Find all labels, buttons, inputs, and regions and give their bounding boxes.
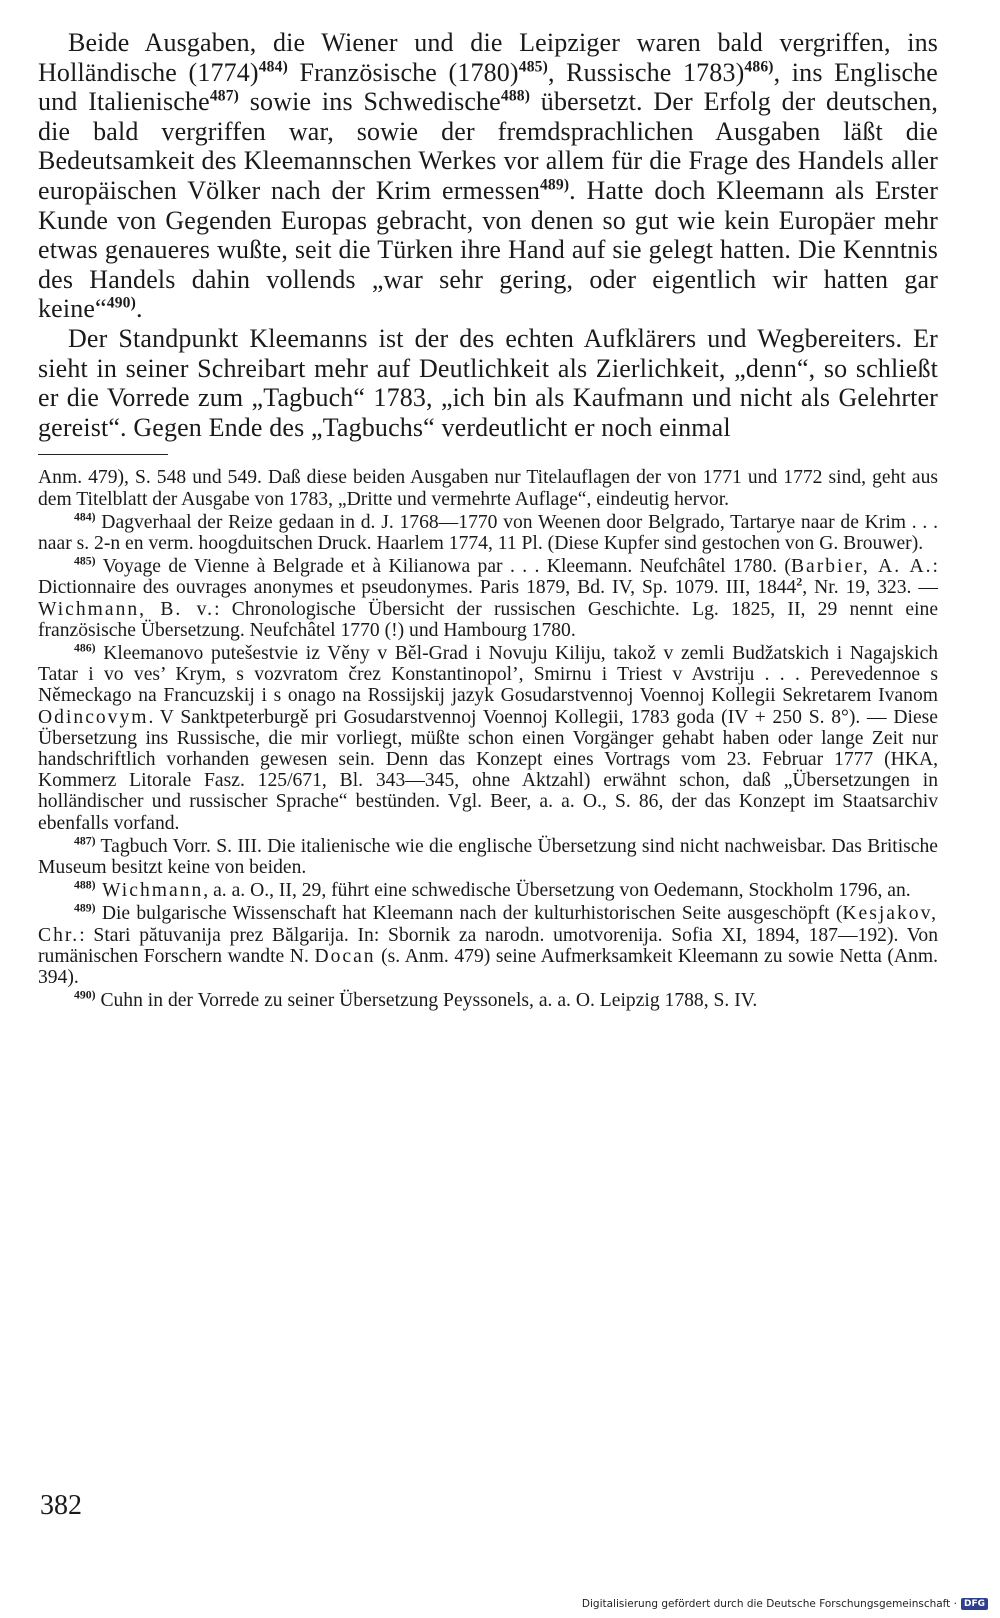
superscript: 2 [796,575,803,589]
author-name: Odincovym [38,706,149,728]
main-text [38,28,938,442]
text-run: , ins Englische und Italienische [38,57,938,117]
footnote-mark: 490) [74,988,96,1002]
footnote-486 [38,643,938,834]
digitization-credit [582,1598,988,1610]
author-name: Wichmann [95,880,204,902]
footnote-489 [38,903,938,988]
author-name: Kesjakov, Chr. [38,903,938,946]
footnote-text: : Dictionnaire des ouvrages anonymes et pseudonymes. Paris 1879, Bd. IV, Sp. 1079. III, 1844 [38,556,938,599]
footnote-ref[interactable]: 484) [258,57,288,75]
text-run: Beide Ausgaben, die Wiener und die Leipziger waren bald vergriffen, ins Holländische (1774) [38,28,938,87]
footnote-text: Dagverhaal der Reize gedaan in d. J. 1768—1770 von Weenen door Belgrado, Tartarye naar de Krim . . . naar s. 2-n en verm. hoogduitschen Druck. Haarlem 1774, 11 Pl. (Diese Kupfer sind gestochen von G. Brouwer). [38,511,938,554]
footnote-text: . V Sanktpeterburgě pri Gosudarstvennoj Voennoj Kollegii, 1783 goda (IV + 250 S. 8°). — Diese Übersetzung ins Russische, die mir vorliegt, müßte schon einen Vorgänger gehabt haben oder lange Zeit nur handschriftlich vorhanden gewesen sein. Denn das Konzept eines Vortrags vom 23. Februar 1777 (HKA, Kommerz Litorale Fasz. 125/671, Bl. 343—345, ohne Aktzahl) erwähnt schon, daß „Übersetzungen in holländischer und russischer Sprache“ bestünden. Vgl. Beer, a. a. O., S. 86, der das Konzept im Staatsarchiv ebenfalls vorfand. [38,706,938,834]
footnote-text: Kleemanovo putešestvie iz Věny v Běl-Grad i Novuju Kiliju, takož v zemli Budžatskich i Nagajskich Tatar i vo ves’ Krym, s vozvratom črez Konstantinopol’, Smirnu i Triest v Avstriju . . . Perevedennoe s Německago na Francuzskij i s onago na Rossijskij jazyk Gosudarstvennoj Voennoj Kollegii Sekretarem Ivanom [38,642,938,707]
footnote-ref[interactable]: 487) [209,87,240,105]
text-run: übersetzt. Der Erfolg der deutschen, die bald vergriffen war, sowie der fremdsprachlichen Ausgaben läßt die Bedeutsamkeit des Kleemannschen Werkes vor allem für die Frage des Handels aller europäischen Völker nach der Krim ermessen [38,87,939,205]
footnote-text: Tagbuch Vorr. S. III. Die italienische wie die englische Übersetzung sind nicht nachweisbar. Das Britische Museum besitzt keine von beiden. [38,835,938,878]
footnote-ref[interactable]: 488) [500,87,531,105]
footnote-mark: 487) [74,834,96,848]
footnote-490 [38,990,938,1011]
footnote-mark: 485) [74,554,96,568]
footnote-text: , Nr. 19, 323. — [802,577,938,599]
footnote-text: , a. a. O., II, 29, führt eine schwedische Übersetzung von Oedemann, Stockholm 1796, an. [203,880,911,902]
page-number: 382 [40,1490,82,1521]
author-name: Docan [314,945,376,967]
footnote-ref[interactable]: 485) [518,57,548,75]
text-run: . [135,294,143,324]
footnote-ref[interactable]: 486) [744,57,774,75]
footnote-mark: 488) [74,878,96,892]
footnote-mark: 486) [74,641,96,655]
footnote-text: : Stari pătuvanija prez Bălgarija. In: Sbornik za narodn. umotvorenija. Sofia XI, 1894, 187—192). Von rumänischen Forschern wandte N. [38,924,938,967]
footnote-text: : Chronologische Übersicht der russischen Geschichte. Lg. 1825, II, 29 nennt eine französische Übersetzung. Neufchâtel 1770 (!) und Hambourg 1780. [38,598,939,641]
author-name: Barbier, A. A. [790,556,933,578]
text-run: . Hatte doch Kleemann als Erster Kunde von Gegenden Europas gebracht, von denen so gut wie kein Europäer mehr etwas genaueres wußte, seit die Türken ihre Hand auf sie gelegt hatten. Die Kenntnis des Handels dahin vollends „war sehr gering, oder eigentlich wir hatten gar keine“ [38,175,939,324]
footnote-485 [38,556,938,641]
footnote-divider [38,454,168,455]
footnote-484 [38,512,938,554]
footnote-text: Die bulgarische Wissenschaft hat Kleemann nach der kulturhistorischen Seite ausgeschöpft ( [95,903,843,925]
footnote-487 [38,836,938,878]
footnotes [38,467,938,1011]
dfg-logo: DFG [961,1598,988,1610]
footnote-continuation: Anm. 479), S. 548 und 549. Daß diese beiden Ausgaben nur Titelauflagen der von 1771 und 1772 sind, geht aus dem Titelblatt der Ausgabe von 1783, „Dritte und vermehrte Auflage“, eindeutig hervor. [38,467,938,510]
footnote-text: Cuhn in der Vorrede zu seiner Übersetzung Peyssonels, a. a. O. Leipzig 1788, S. IV. [95,990,758,1012]
footnote-mark: 484) [74,510,96,524]
footnote-488 [38,880,938,901]
text-run: sowie ins Schwedische [239,87,501,117]
page-content [38,28,938,1013]
footnote-text: Voyage de Vienne à Belgrade et à Kilianowa par . . . Kleemann. Neufchâtel 1780. ( [95,556,791,578]
footnote-text: (s. Anm. 479) seine Aufmerksamkeit Kleemann zu sowie Netta (Anm. 394). [38,945,938,988]
text-run: , Russische 1783) [547,57,745,87]
paragraph-2: Der Standpunkt Kleemanns ist der des echten Aufklärers und Wegbereiters. Er sieht in seiner Schreibart mehr auf Deutlichkeit als Zierlichkeit, „denn“, so schließt er die Vorrede zum „Tagbuch“ 1783, „ich bin als Kaufmann und nicht als Gelehrter gereist“. Gegen Ende des „Tagbuchs“ verdeutlicht er noch einmal [38,323,938,442]
credit-text: Digitalisierung gefördert durch die Deutsche Forschungsgemeinschaft · [581,1598,957,1610]
text-run: Französische (1780) [287,57,519,87]
author-name: Wichmann, B. v. [38,598,215,620]
paragraph-1 [38,28,938,324]
footnote-mark: 489) [74,901,96,915]
footnote-ref[interactable]: 489) [539,176,570,194]
footnote-ref[interactable]: 490) [106,294,136,312]
